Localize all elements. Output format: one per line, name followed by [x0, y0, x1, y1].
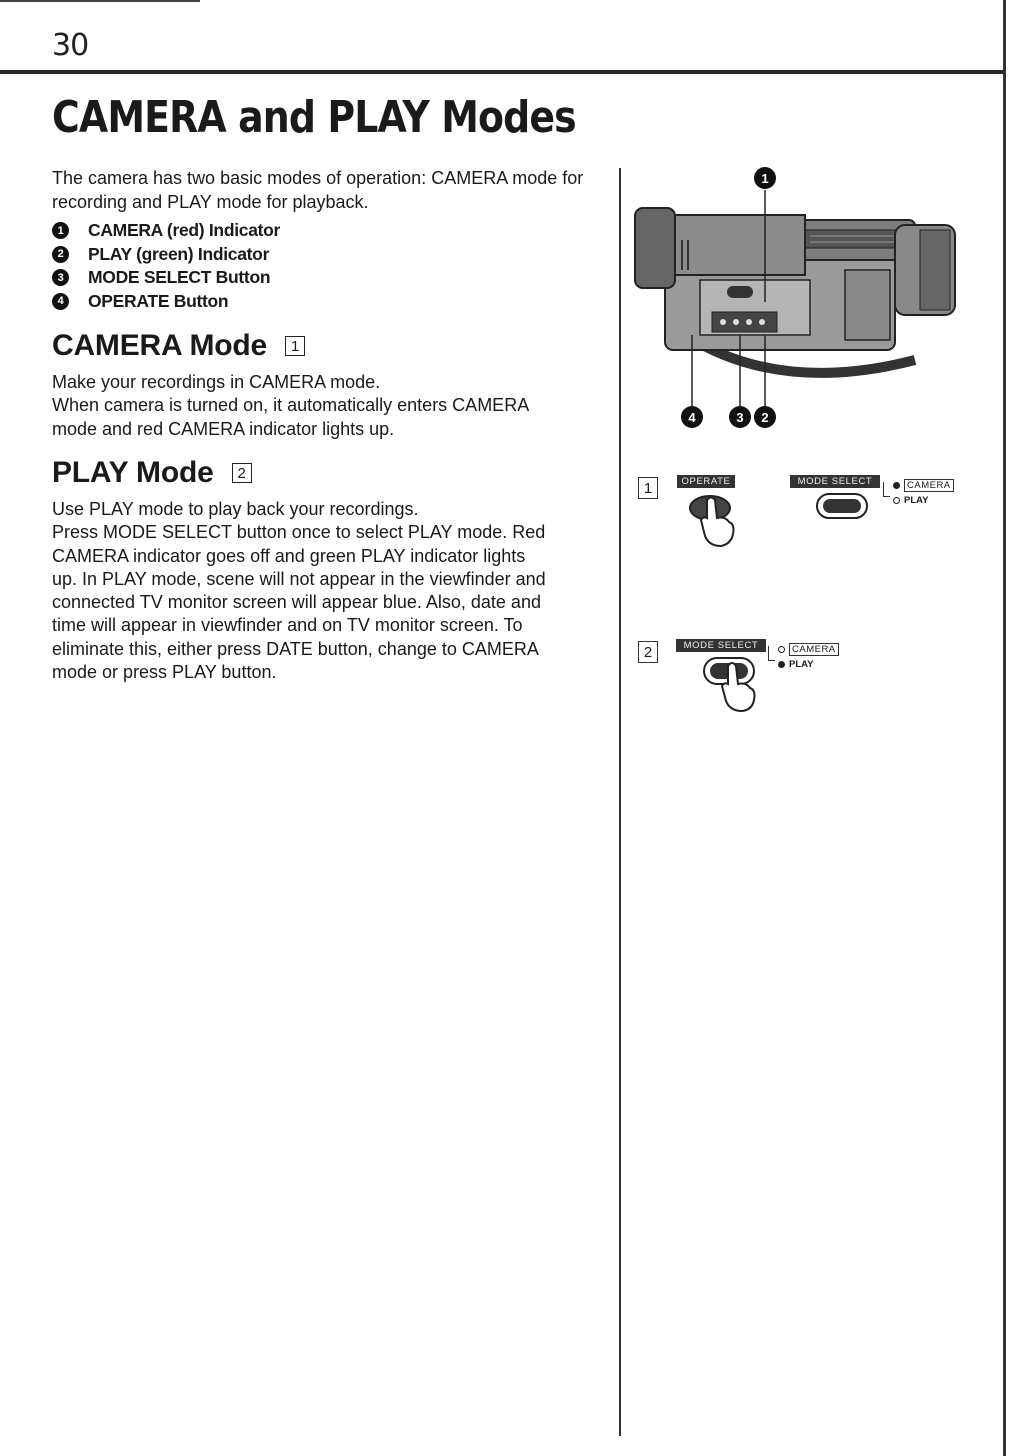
- legend-item: [52, 219, 280, 243]
- text-line: CAMERA indicator goes off and green PLAY indicator lights: [52, 545, 526, 566]
- indicator-dot-off: [778, 646, 785, 653]
- play-indicator-unlit: [893, 495, 928, 506]
- camera-indicator-lit: [893, 479, 954, 492]
- mode-select-button-icon: [815, 492, 875, 522]
- top-rule: [0, 70, 1006, 74]
- column-divider: [619, 168, 621, 1436]
- play-mode-title: PLAY Mode: [52, 456, 214, 489]
- operate-label-plate: OPERATE: [677, 475, 735, 488]
- pressing-hand-icon: [685, 490, 745, 550]
- text-line: Press MODE SELECT button once to select PLAY mode. Red: [52, 522, 546, 543]
- indicator-dot-on: [778, 661, 785, 668]
- legend-item: [52, 266, 280, 290]
- legend-item: [52, 243, 280, 267]
- play-indicator-label: PLAY: [904, 495, 929, 506]
- text-line: connected TV monitor screen will appear blue. Also, date and: [52, 592, 541, 613]
- text-line: Make your recordings in CAMERA mode.: [52, 372, 381, 392]
- number-badge: 1: [52, 222, 69, 239]
- step-number-1: 1: [638, 477, 658, 499]
- camera-mode-heading: [52, 329, 305, 363]
- play-indicator-lit: [778, 659, 813, 670]
- page-edge: [1003, 0, 1006, 1456]
- text-line: eliminate this, either press DATE button, change to CAMERA: [52, 638, 539, 659]
- play-indicator-label: PLAY: [789, 659, 814, 670]
- pressing-hand-icon: [702, 654, 772, 714]
- indicator-dot-on: [893, 482, 900, 489]
- text-line: When camera is turned on, it automatically enters CAMERA: [52, 395, 530, 416]
- legend-label: PLAY (green) Indicator: [88, 243, 270, 264]
- camera-mode-text: [52, 371, 600, 441]
- page-title: CAMERA and PLAY Modes: [52, 92, 576, 143]
- intro-paragraph: The camera has two basic modes of operation: CAMERA mode for recording and PLAY mode for playback.: [52, 168, 584, 212]
- text-line: Use PLAY mode to play back your recordings.: [52, 499, 419, 519]
- indicator-dot-off: [893, 497, 900, 504]
- number-badge: 4: [52, 293, 69, 310]
- indicator-bracket: [768, 646, 775, 661]
- callout-2: 2: [754, 406, 776, 428]
- camera-indicator-label: CAMERA: [789, 643, 839, 656]
- camera-indicator-label: CAMERA: [904, 479, 954, 492]
- text-line: time will appear in viewfinder and on TV monitor screen. To: [52, 615, 523, 636]
- legend-label: MODE SELECT Button: [88, 267, 271, 288]
- callout-3: 3: [729, 406, 751, 428]
- callout-4: 4: [681, 406, 703, 428]
- page-number: 30: [52, 28, 89, 63]
- legend-label: CAMERA (red) Indicator: [88, 220, 281, 241]
- legend-item: [52, 290, 280, 314]
- camcorder-illustration: [630, 160, 1000, 440]
- number-badge: 2: [52, 246, 69, 263]
- indicator-legend: [52, 219, 280, 313]
- play-mode-heading: [52, 456, 252, 490]
- play-mode-text: [52, 498, 600, 684]
- indicator-bracket: [883, 482, 890, 497]
- mode-select-label-plate: MODE SELECT: [790, 475, 880, 488]
- top-tab-mark: [0, 0, 200, 2]
- number-badge: 3: [52, 269, 69, 286]
- step2-diagram: [630, 632, 1000, 722]
- camcorder-figure: [630, 160, 1000, 440]
- text-line: up. In PLAY mode, scene will not appear in the viewfinder and: [52, 568, 546, 589]
- step-box-number: 2: [232, 463, 252, 483]
- step1-diagram: [630, 468, 1000, 558]
- text-line: mode or press PLAY button.: [52, 662, 277, 683]
- step-box-number: 1: [285, 336, 305, 356]
- mode-select-label-plate: MODE SELECT: [676, 639, 766, 652]
- camera-mode-title: CAMERA Mode: [52, 329, 268, 362]
- legend-label: OPERATE Button: [88, 290, 229, 311]
- callout-1: 1: [754, 167, 776, 189]
- step-number-2: 2: [638, 641, 658, 663]
- camera-indicator-unlit: [778, 643, 839, 656]
- text-line: mode and red CAMERA indicator lights up.: [52, 418, 395, 439]
